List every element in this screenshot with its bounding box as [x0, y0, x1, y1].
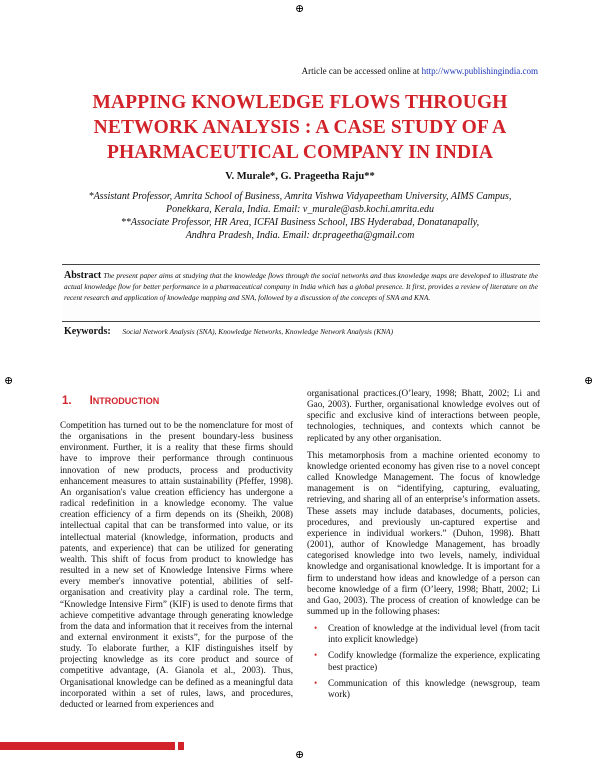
- list-item-text: Codify knowledge (formalize the experience, explicating best practice): [328, 650, 540, 672]
- registration-mark-left: ⊕: [4, 375, 14, 387]
- bullet-icon: •: [314, 677, 318, 688]
- bullet-icon: •: [314, 650, 318, 661]
- affiliation-line: Andhra Pradesh, India. Email: dr.prageetha@gmail.com: [185, 230, 415, 241]
- paragraph: organisational practices.(O’leary, 1998; Bhatt, 2002; Li and Gao, 2003). Further, organisational knowledge evolves out of specific and exclusive kind of interactions between people, technologies, techniques, and contexts which cannot be replicated by any other organisation.: [307, 388, 540, 443]
- registration-mark-bottom: ⊕: [295, 749, 305, 761]
- paragraph: This metamorphosis from a machine oriented economy to knowledge oriented economy has given rise to a novel concept called Knowledge Management. The focus of knowledge management is on “identifying, capturing, evaluating, retrieving, and sharing all of an enterprise’s information assets. These assets may include databases, documents, policies, procedures, and previously un-captured expertise and experience in individual workers.” (Duhon, 1998). Bhatt (2001), author of Knowledge Management, has broadly categorised knowledge into two levels, namely, individual knowledge and organisational knowledge. It is important for a firm to understand how ideas and knowledge of a person can become knowledge of a firm (O’leery, 1998; Bhatt, 2002; Li and Gao, 2003). The process of creation of knowledge can be summed up in the following phases:: [307, 449, 540, 616]
- paragraph: Competition has turned out to be the nomenclature for most of the organisations in the present boundary-less business environment. Further, it is a reality that these firms should have to improve their performance through continuous innovation of new products, process and productivity enhancement measures to attain sustainability (Pfeffer, 1998). An organisation's value creation efficiency has undergone a radical redefinition in a knowledge economy. The value creation efficiency of a firm depends on its (Sheikh, 2008) intellectual capital that can be transformed into value, or its intellectual material (knowledge, information, products and patents, and experience) that can be utilized for generating wealth. This shift of focus from product to knowledge has resulted in a new set of Knowledge Intensive Firms where every member's innovative potential, abilities of self-organisation and creativity play a cardinal role. The term, “Knowledge Intensive Firm” (KIF) is used to denote firms that achieve competitive advantage through generating knowledge from the data and information that it receives from the internal and external environment it exists”, for the purpose of the study. To elaborate further, a KIF distinguishes itself by projecting knowledge as its core product and source of competitive advantage, (A. Gianola et al., 2003). Thus, Organisational knowledge can be defined as a meaningful data incorporated within a set of rules, laws, and procedures, deducted or learned from experiences and: [60, 420, 293, 709]
- title-line: NETWORK ANALYSIS : A CASE STUDY OF A: [93, 117, 507, 138]
- list-item-text: Communication of this knowledge (newsgroup, team work): [328, 677, 540, 699]
- right-column: [307, 388, 540, 705]
- bullet-icon: •: [314, 623, 318, 634]
- access-link[interactable]: http://www.publishingindia.com: [421, 66, 538, 76]
- section-title-rest: NTRODUCTION: [92, 396, 160, 406]
- abstract: [64, 270, 538, 303]
- list-item: [307, 678, 540, 700]
- access-text: Article can be accessed online at: [301, 66, 420, 76]
- section-title-initial: I: [89, 395, 93, 407]
- registration-mark-top: ⊕: [295, 3, 305, 15]
- abstract-text: The present paper aims at studying that the knowledge flows through the social networks and thus knowledge maps are developed to illustrate the actual knowledge flow for better performance in a pharmaceutical company in India which has a global presence. It first, provides a review of literature on the recent research and application of knowledge mapping and SNA, followed by a discussion of the concepts of SNA and KNA.: [64, 271, 538, 302]
- list-item: [307, 650, 540, 672]
- paper-title: [40, 90, 560, 165]
- title-line: PHARMACEUTICAL COMPANY IN INDIA: [106, 142, 494, 163]
- affiliation-line: *Assistant Professor, Amrita School of Business, Amrita Vishwa Vidyapeetham University, AIMS Campus,: [88, 191, 512, 202]
- registration-mark-right: ⊕: [584, 375, 594, 387]
- left-column: [60, 420, 293, 710]
- phases-list: [307, 623, 540, 700]
- title-line: MAPPING KNOWLEDGE FLOWS THROUGH: [92, 92, 508, 113]
- keywords: [64, 326, 393, 337]
- footer-accent-square: [178, 742, 184, 750]
- keywords-label: Keywords:: [64, 326, 111, 337]
- keywords-text: Social Network Analysis (SNA), Knowledge Networks, Knowledge Network Analysis (KNA): [122, 327, 394, 336]
- affiliation-line: Ponekkara, Kerala, India. Email: v_murale@asb.kochi.amrita.edu: [165, 204, 435, 215]
- section-number: 1.: [62, 395, 72, 407]
- affiliations: [60, 190, 540, 242]
- footer-accent-bar: [0, 742, 175, 750]
- section-heading: [62, 395, 159, 407]
- access-line: [302, 66, 538, 76]
- affiliation-line: **Associate Professor, HR Area, ICFAI Business School, IBS Hyderabad, Donatanapally,: [120, 217, 480, 228]
- list-item: [307, 623, 540, 645]
- authors: V. Murale*, G. Prageetha Raju**: [225, 171, 375, 182]
- abstract-label: Abstract: [64, 270, 102, 281]
- list-item-text: Creation of knowledge at the individual level (from tacit into explicit knowledge): [328, 623, 540, 645]
